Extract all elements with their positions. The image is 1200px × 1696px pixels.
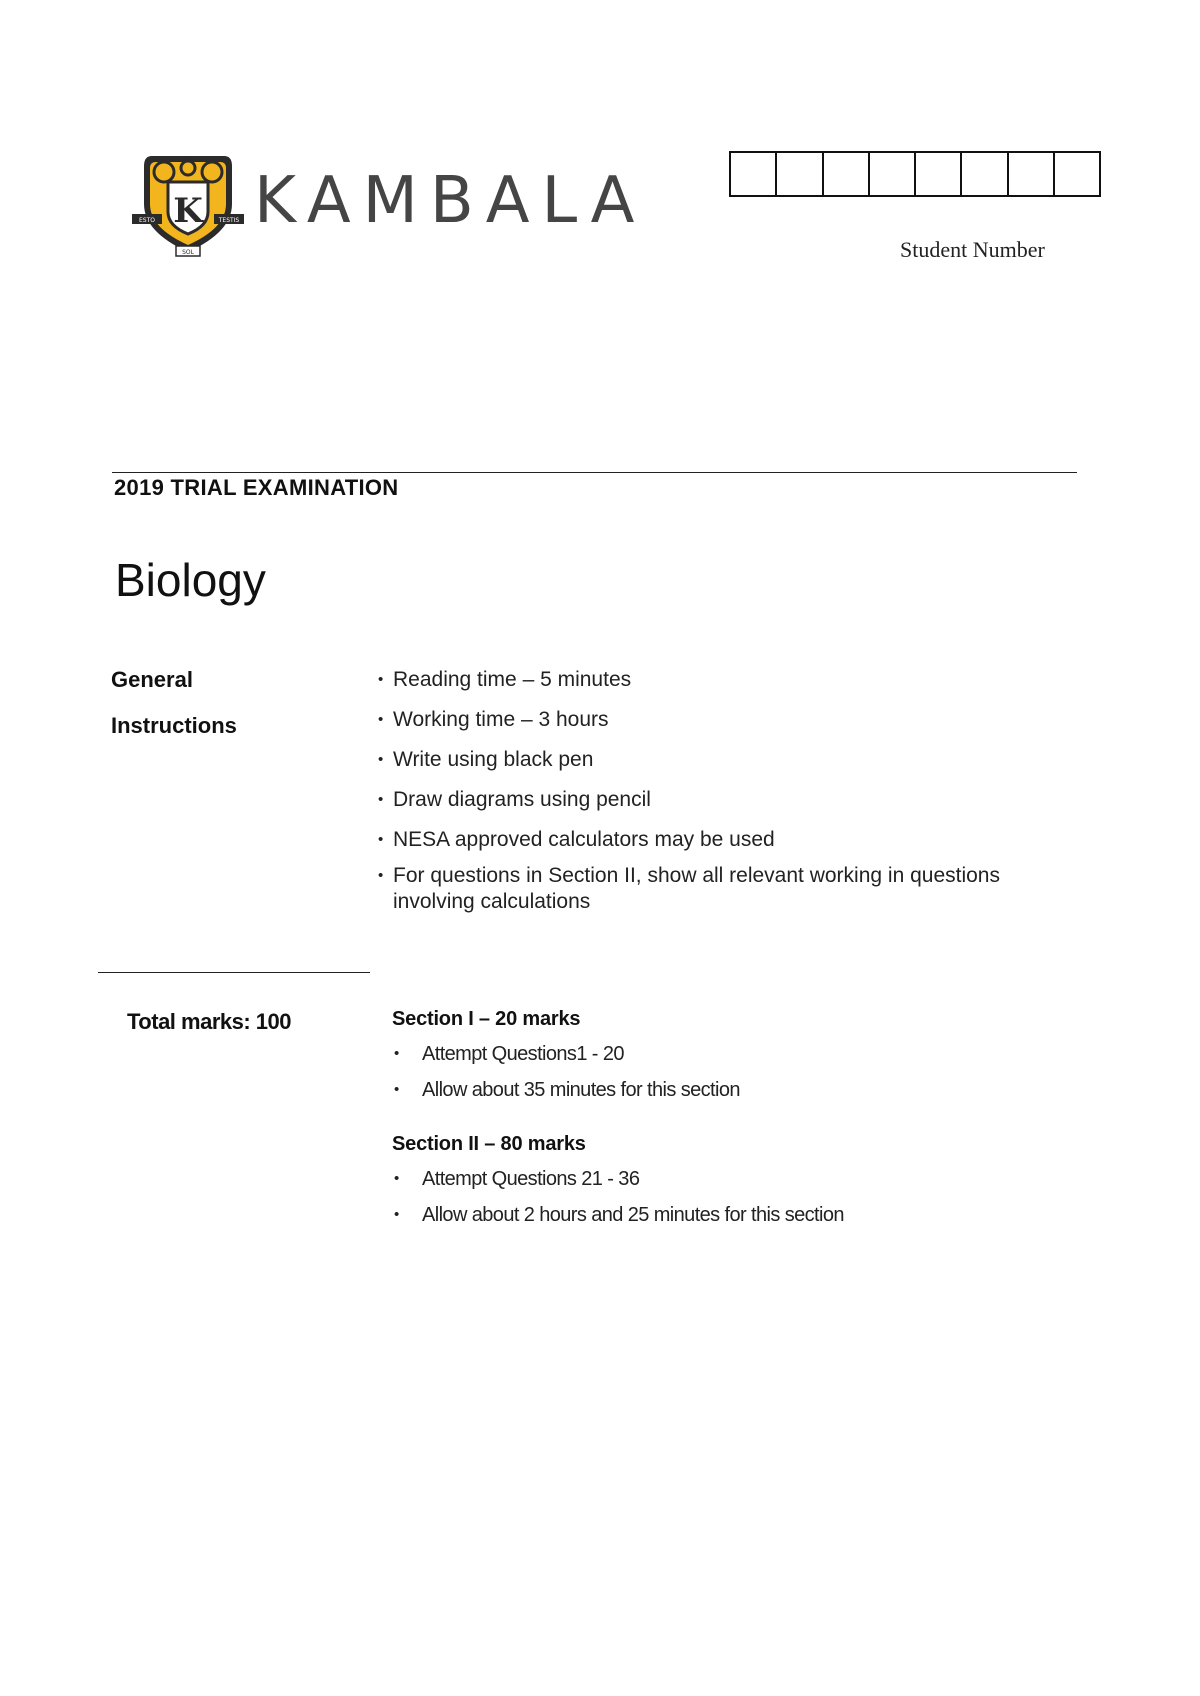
- section-item: • Attempt Questions 21 - 36: [392, 1166, 844, 1202]
- student-number-digit-box[interactable]: [962, 153, 1008, 195]
- student-number-digit-box[interactable]: [916, 153, 962, 195]
- section-divider: [98, 972, 370, 973]
- school-wordmark: KAMBALA: [254, 164, 647, 238]
- general-instructions-list: [378, 667, 1078, 929]
- crest-motto-right: TESTIS: [218, 217, 240, 224]
- subject-title: Biology: [115, 554, 266, 606]
- crest-motto-bottom: SOL: [182, 249, 194, 256]
- section-1: [392, 1008, 740, 1113]
- header-divider: [112, 472, 1077, 473]
- student-number-digit-box[interactable]: [824, 153, 870, 195]
- student-number-boxes[interactable]: [729, 151, 1101, 197]
- total-marks: Total marks: 100: [127, 1009, 292, 1034]
- exam-title: 2019 TRIAL EXAMINATION: [114, 475, 399, 500]
- student-number-digit-box[interactable]: [1009, 153, 1055, 195]
- section-1-list: [392, 1041, 740, 1113]
- section-2-list: [392, 1166, 844, 1238]
- crest-letter: K: [173, 191, 203, 231]
- student-number-label: Student Number: [900, 237, 1045, 262]
- section-item: • Attempt Questions1 - 20: [392, 1041, 740, 1077]
- section-item: • Allow about 2 hours and 25 minutes for this section: [392, 1202, 844, 1238]
- instruction-item: • NESA approved calculators may be used: [378, 827, 1078, 853]
- section-item: • Allow about 35 minutes for this section: [392, 1077, 740, 1113]
- student-number-digit-box[interactable]: [870, 153, 916, 195]
- instruction-item: • Draw diagrams using pencil: [378, 787, 1078, 813]
- section-2: [392, 1133, 844, 1238]
- school-logo: [132, 152, 647, 262]
- general-instructions-label-line1: General: [111, 667, 193, 692]
- instruction-item: • Reading time – 5 minutes: [378, 667, 1078, 693]
- crest-icon: [132, 152, 244, 258]
- general-instructions-label-line2: Instructions: [111, 713, 237, 738]
- section-2-title: Section II – 80 marks: [392, 1133, 586, 1155]
- crest-motto-left: ESTO: [139, 217, 155, 224]
- instruction-item: • Write using black pen: [378, 747, 1078, 773]
- section-1-title: Section I – 20 marks: [392, 1008, 581, 1030]
- instruction-item: • For questions in Section II, show all relevant working in questions involving calculations: [378, 863, 1073, 915]
- instruction-item: • Working time – 3 hours: [378, 707, 1078, 733]
- student-number-digit-box[interactable]: [777, 153, 823, 195]
- student-number-digit-box[interactable]: [1055, 153, 1099, 195]
- student-number-digit-box[interactable]: [731, 153, 777, 195]
